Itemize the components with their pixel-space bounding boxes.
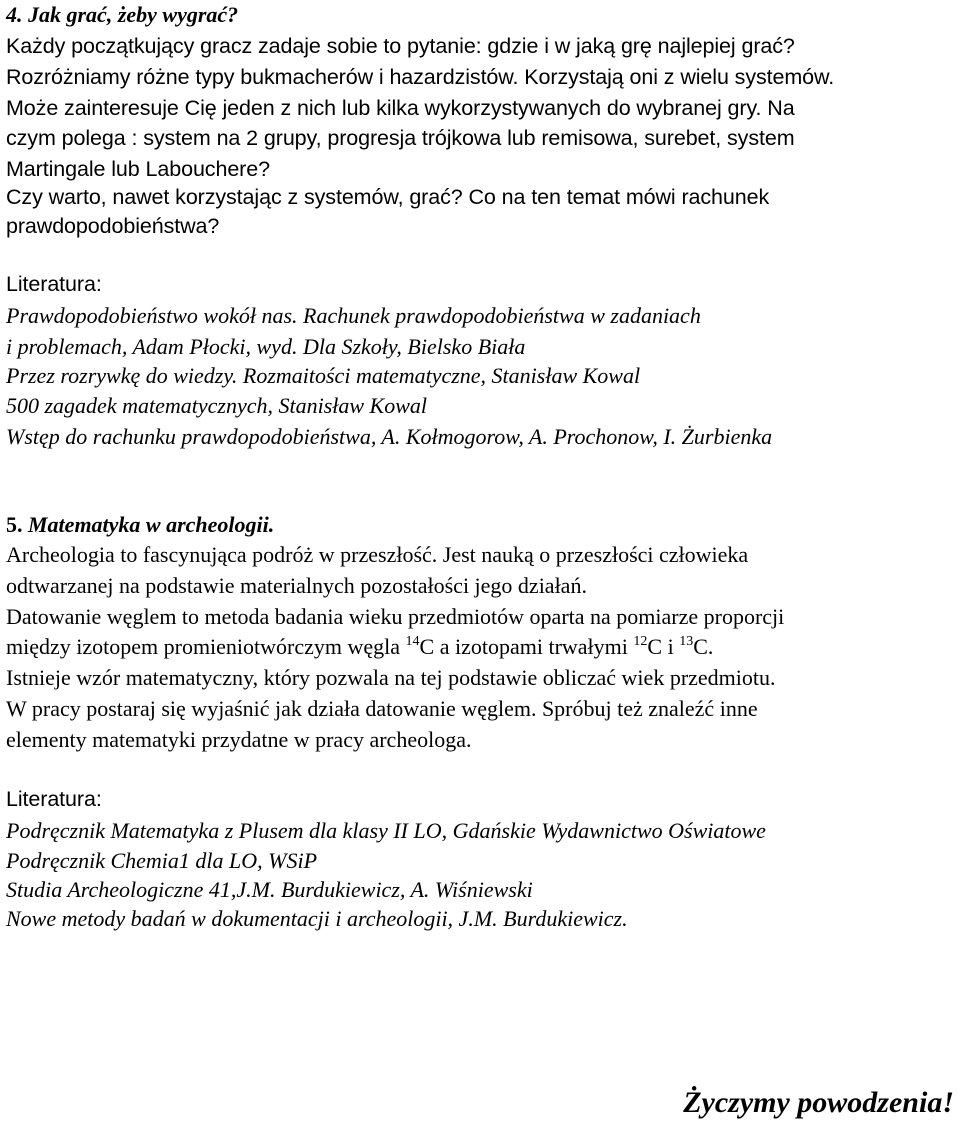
section-5-text-line: Archeologia to fascynująca podróż w przeszłość. Jest nauką o przeszłości człowieka [6, 542, 749, 567]
section-4-text-line: Rozróżniamy różne typy bukmacherów i hazardzistów. Korzystają oni z wielu systemów. [6, 65, 835, 89]
section-4-literature-item: Przez rozrywkę do wiedzy. Rozmaitości matematyczne, Stanisław Kowal [6, 363, 641, 388]
section-5-text-line: elementy matematyki przydatne w pracy archeologa. [6, 727, 472, 752]
isotope-text: C i [647, 634, 680, 659]
closing-wish: Życzymy powodzenia! [683, 1086, 954, 1119]
section-4-text-line: prawdopodobieństwa? [6, 214, 220, 238]
section-5-isotope-line [6, 636, 713, 658]
section-4-literature-item: i problemach, Adam Płocki, wyd. Dla Szkoły, Bielsko Biała [6, 334, 526, 359]
section-5-literature-item: Studia Archeologiczne 41,J.M. Burdukiewicz, A. Wiśniewski [6, 877, 533, 902]
isotope-mass-12: 12 [633, 634, 648, 649]
section-4-text-line: czym polega : system na 2 grupy, progresja trójkowa lub remisowa, surebet, system [6, 126, 795, 150]
section-5-literature-item: Nowe metody badań w dokumentacji i archeologii, J.M. Burdukiewicz. [6, 906, 628, 931]
section-4-text-line: Martingale lub Labouchere? [6, 157, 270, 181]
section-4-text-line: Czy warto, nawet korzystając z systemów, grać? Co na ten temat mówi rachunek [6, 185, 770, 209]
section-5-text-line: Datowanie węglem to metoda badania wieku przedmiotów oparta na pomiarze proporcji [6, 604, 785, 629]
section-4-literature-item: Prawdopodobieństwo wokół nas. Rachunek prawdopodobieństwa w zadaniach [6, 303, 701, 328]
isotope-mass-13: 13 [679, 634, 694, 649]
section-5-text-line: odtwarzanej na podstawie materialnych pozostałości jego działań. [6, 573, 587, 598]
section-4-number: 4. [6, 2, 23, 27]
isotope-text: C. [693, 634, 714, 659]
section-4-heading [6, 4, 238, 26]
section-5-heading [6, 514, 274, 536]
section-5-literature-label: Literatura: [6, 787, 102, 811]
section-4-literature-item: 500 zagadek matematycznych, Stanisław Kowal [6, 393, 428, 418]
section-5-title: Matematyka w archeologii. [28, 512, 275, 537]
section-5-literature-item: Podręcznik Matematyka z Plusem dla klasy II LO, Gdańskie Wydawnictwo Oświatowe [6, 818, 766, 843]
section-4-text-line: Każdy początkujący gracz zadaje sobie to pytanie: gdzie i w jaką grę najlepiej grać? [6, 34, 795, 58]
section-4-text-line: Może zainteresuje Cię jeden z nich lub kilka wykorzystywanych do wybranej gry. Na [6, 96, 795, 120]
section-5-text-line: Istnieje wzór matematyczny, który pozwala na tej podstawie obliczać wiek przedmiotu. [6, 665, 776, 690]
section-4-literature-item: Wstęp do rachunku prawdopodobieństwa, A. Kołmogorow, A. Prochonow, I. Żurbienka [6, 424, 773, 449]
section-5-number: 5. [6, 512, 23, 537]
isotope-text: C a izotopami trwałymi [419, 634, 634, 659]
section-5-literature-item: Podręcznik Chemia1 dla LO, WSiP [6, 848, 318, 873]
section-5-text-line: W pracy postaraj się wyjaśnić jak działa datowanie węglem. Spróbuj też znaleźć inne [6, 696, 758, 721]
section-4-literature-label: Literatura: [6, 272, 102, 296]
isotope-mass-14: 14 [405, 634, 420, 649]
isotope-text: między izotopem promieniotwórczym węgla [6, 634, 406, 659]
section-4-title: Jak grać, żeby wygrać? [28, 2, 239, 27]
